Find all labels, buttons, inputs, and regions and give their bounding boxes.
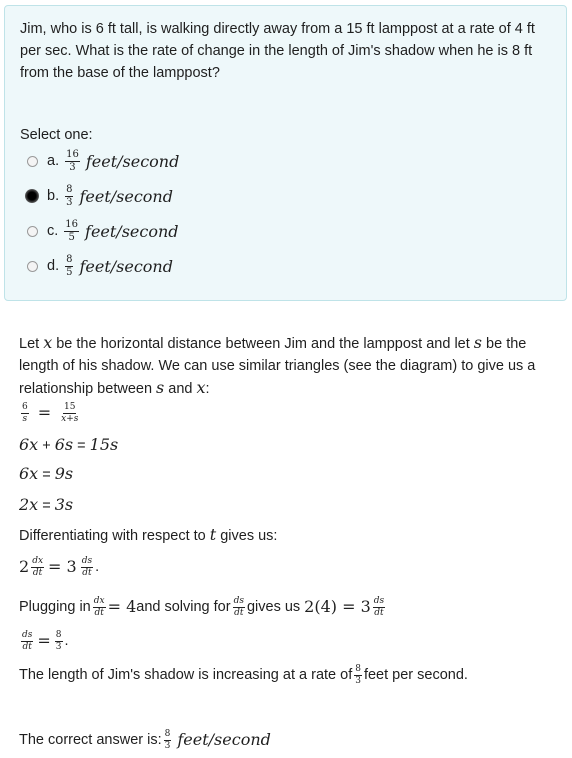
fraction: $\frac{15}{x+s}$ bbox=[61, 401, 79, 424]
equation-reduced: 2x = 3s bbox=[19, 495, 74, 514]
var-x: x bbox=[196, 378, 206, 397]
fraction: $\frac{6}{s}$ bbox=[22, 401, 28, 424]
correct-answer: The correct answer is: $\frac{8}{3}$ feet/second bbox=[19, 728, 271, 751]
radio-button-selected[interactable] bbox=[25, 189, 39, 203]
radio-button[interactable] bbox=[27, 261, 38, 272]
option-d[interactable] bbox=[27, 254, 173, 278]
option-unit: feet/second bbox=[85, 151, 180, 171]
radio-button[interactable] bbox=[27, 226, 38, 237]
fraction: $\frac{dx}{dt}$ bbox=[32, 555, 44, 578]
fraction: $\frac{8}{3}$ bbox=[164, 728, 171, 751]
answer-unit: feet/second bbox=[177, 730, 271, 749]
select-one-label: Select one: bbox=[20, 127, 93, 143]
var-s: s bbox=[473, 333, 483, 352]
question-card bbox=[4, 5, 567, 301]
equation-expanded: 6x + 6s = 15s bbox=[19, 435, 119, 454]
option-letter: c. bbox=[47, 223, 59, 239]
question-text: Jim, who is 6 ft tall, is walking directly away from a 15 ft lamppost at a rate of 4 ft per sec. What is the rate of change in the length of Jim's shadow when he is 8 ft from the base of the lamppost? bbox=[20, 21, 535, 81]
fraction: $\frac{dx}{dt}$ bbox=[93, 595, 105, 618]
solution-intro: Let x be the horizontal distance between Jim and the lamppost and let s be the length of his shadow. We can use similar triangles (see the diagram) to give us a relationship between s and x: bbox=[19, 333, 536, 397]
option-fraction: $\frac{16}{3}$ bbox=[66, 148, 79, 173]
equation-ratio: $\frac{6}{s}$ = $\frac{15}{x+s}$ bbox=[22, 401, 79, 424]
fraction: $\frac{ds}{dt}$ bbox=[373, 595, 385, 618]
equation-simplified: 6x = 9s bbox=[19, 464, 74, 483]
option-unit: feet/second bbox=[85, 221, 179, 241]
radio-button[interactable] bbox=[27, 156, 38, 167]
option-letter: d. bbox=[47, 258, 60, 274]
equation-result: $\frac{ds}{dt}$ = $\frac{8}{3}$ . bbox=[22, 629, 69, 652]
option-unit: feet/second bbox=[79, 256, 173, 276]
option-letter: b. bbox=[47, 188, 60, 204]
option-fraction: $\frac{16}{5}$ bbox=[65, 218, 79, 243]
equation-derivative: 2 $\frac{dx}{dt}$ = 3 $\frac{ds}{dt}$ . bbox=[19, 555, 100, 578]
var-s: s bbox=[156, 378, 165, 397]
option-b[interactable] bbox=[27, 184, 173, 208]
option-letter: a. bbox=[47, 153, 60, 169]
fraction: $\frac{ds}{dt}$ bbox=[81, 555, 93, 578]
option-fraction: $\frac{8}{5}$ bbox=[66, 253, 73, 278]
fraction: $\frac{ds}{dt}$ bbox=[233, 595, 244, 618]
plugging-text: Plugging in $\frac{dx}{dt}$ = 4 and solving for $\frac{ds}{dt}$ gives us 2(4) = 3 $\frac{ds}{dt}$ bbox=[19, 595, 385, 618]
option-fraction: $\frac{8}{3}$ bbox=[66, 183, 73, 208]
fraction: $\frac{ds}{dt}$ bbox=[22, 629, 33, 652]
var-x: x bbox=[43, 333, 53, 352]
option-a[interactable] bbox=[27, 149, 179, 173]
fraction: $\frac{8}{3}$ bbox=[355, 663, 361, 686]
conclusion-text: The length of Jim's shadow is increasing at a rate of $\frac{8}{3}$ feet per second. bbox=[19, 663, 468, 686]
option-c[interactable] bbox=[27, 219, 179, 243]
differentiating-text: Differentiating with respect to t gives us: bbox=[19, 525, 278, 544]
option-unit: feet/second bbox=[79, 186, 173, 206]
fraction: $\frac{8}{3}$ bbox=[55, 629, 62, 652]
